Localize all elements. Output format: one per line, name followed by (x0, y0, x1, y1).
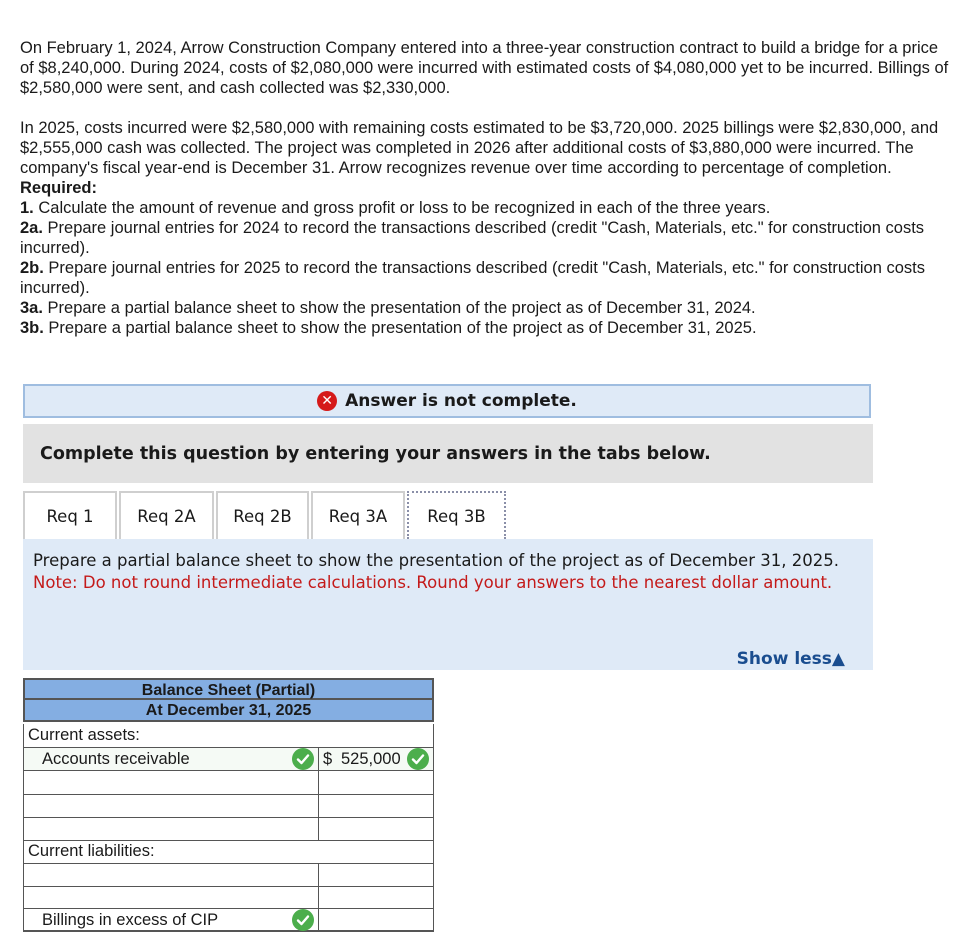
ar-value-cell[interactable] (318, 747, 434, 771)
requirement-2b: 2b. Prepare journal entries for 2025 to record the transactions described (credit "Cash, Materials, etc." for construction costs incurred). (20, 259, 925, 297)
ar-label: Accounts receivable (42, 750, 190, 768)
required-label: Required: (20, 179, 98, 197)
ar-label-cell[interactable] (23, 747, 319, 771)
tab-instruction-panel (23, 539, 873, 670)
asset-label-input-3[interactable] (23, 817, 319, 841)
instructions-header-text: Complete this question by entering your answers in the tabs below. (40, 443, 711, 464)
instructions-header (23, 424, 873, 483)
asset-label-input-1[interactable] (23, 770, 319, 795)
ar-value-check-icon (407, 748, 429, 770)
tab-req-1[interactable]: Req 1 (23, 491, 117, 539)
requirement-3b: 3b. Prepare a partial balance sheet to show the presentation of the project as of December 31, 2025. (20, 319, 757, 337)
problem-paragraph-2: In 2025, costs incurred were $2,580,000 with remaining costs estimated to be $3,720,000. 2025 billings were $2,830,000, and $2,555,000 cash was collected. The project was completed in 2026 after additional costs of $3,880,000 were incurred. The company's fiscal year-end is December 31. Arrow recognizes revenue over time according to percentage of completion. (20, 119, 939, 177)
requirement-2a: 2a. Prepare journal entries for 2024 to record the transactions described (credit "Cash, Materials, etc." for construction costs incurred). (20, 219, 925, 257)
liability-label-input-1[interactable] (23, 863, 319, 887)
tab-instruction-text: Prepare a partial balance sheet to show the presentation of the project as of December 31, 2025. (33, 551, 839, 570)
billings-label-cell[interactable] (23, 908, 319, 932)
ar-currency: $ (323, 750, 333, 768)
asset-value-input-3[interactable] (318, 817, 434, 841)
tab-req-3b[interactable]: Req 3B (407, 491, 506, 539)
billings-label-check-icon (292, 909, 314, 931)
tab-req-3a[interactable]: Req 3A (311, 491, 405, 539)
balance-sheet-date: At December 31, 2025 (23, 700, 434, 722)
liability-label-input-2[interactable] (23, 886, 319, 909)
asset-value-input-2[interactable] (318, 794, 434, 818)
requirement-tabs (23, 491, 508, 539)
ar-value: 525,000 (341, 750, 401, 768)
asset-value-input-1[interactable] (318, 770, 434, 795)
billings-value-input[interactable] (318, 908, 434, 932)
show-less-link[interactable]: Show less▲ (736, 649, 845, 669)
tab-req-2a[interactable]: Req 2A (119, 491, 214, 539)
problem-paragraph-1: On February 1, 2024, Arrow Construction Company entered into a three-year construction contract to build a bridge for a price of $8,240,000. During 2024, costs of $2,080,000 were incurred with estimated costs of $4,080,000 yet to be incurred. Billings of $2,580,000 were sent, and cash collected was $2,330,000. (20, 39, 949, 97)
balance-sheet-title: Balance Sheet (Partial) (23, 678, 434, 700)
requirement-1: 1. Calculate the amount of revenue and gross profit or loss to be recognized in each of the three years. (20, 199, 771, 217)
error-x-icon: ✕ (317, 391, 337, 411)
requirement-3a: 3a. Prepare a partial balance sheet to show the presentation of the project as of December 31, 2024. (20, 299, 756, 317)
answer-status-text: Answer is not complete. (345, 391, 577, 411)
rounding-note: Note: Do not round intermediate calculations. Round your answers to the nearest dollar amount. (33, 573, 833, 592)
tab-req-2b[interactable]: Req 2B (216, 491, 309, 539)
problem-statement (20, 38, 955, 338)
current-assets-label: Current assets: (28, 726, 140, 744)
ar-label-check-icon (292, 748, 314, 770)
asset-label-input-2[interactable] (23, 794, 319, 818)
current-liabilities-label: Current liabilities: (28, 842, 155, 860)
liability-value-input-1[interactable] (318, 863, 434, 887)
answer-status-banner (23, 384, 871, 418)
billings-label: Billings in excess of CIP (42, 911, 219, 929)
liability-value-input-2[interactable] (318, 886, 434, 909)
